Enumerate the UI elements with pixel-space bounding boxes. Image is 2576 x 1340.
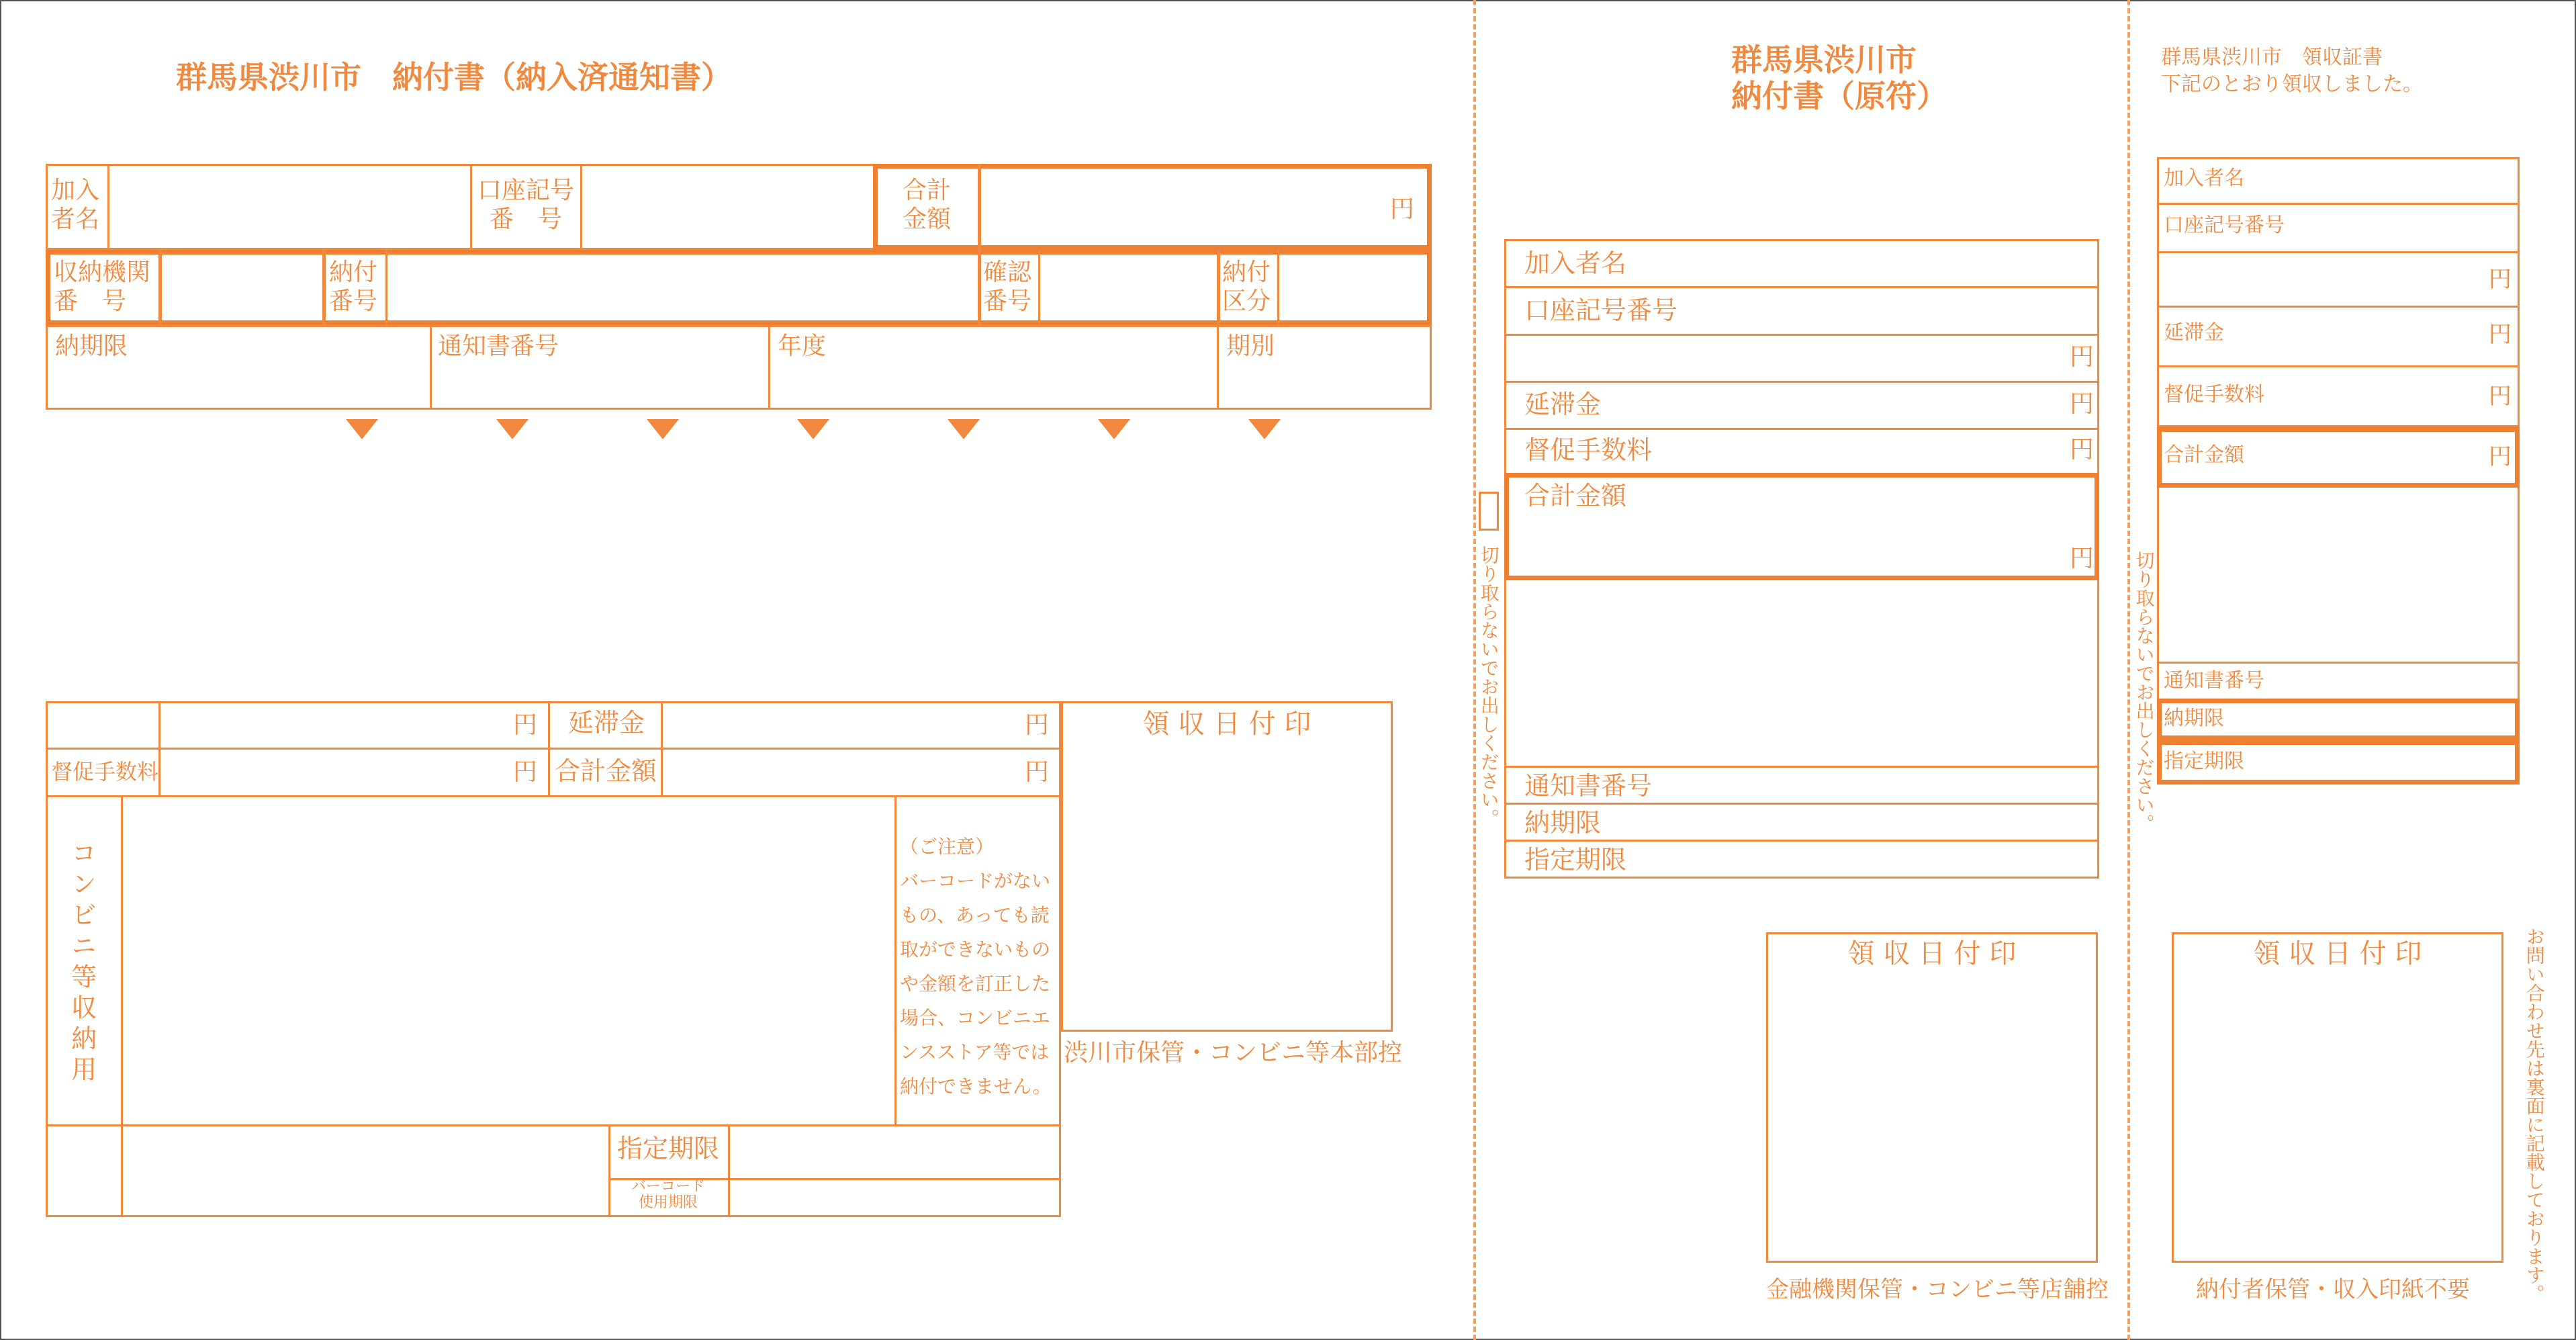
left-keeper-label: 渋川市保管・コンビニ等本部控	[1064, 1039, 1403, 1067]
triangle-marker-icon	[948, 419, 980, 439]
right-stamp-label: 領 収 日 付 印	[2253, 938, 2422, 969]
gokei-kingaku-label-2: 合計金額	[555, 756, 657, 786]
right-gokei-yen: 円	[2489, 443, 2512, 470]
row-3-box	[46, 325, 1432, 410]
right-kanyusha-label: 加入者名	[2164, 167, 2244, 190]
nofu-bango-field[interactable]	[389, 255, 975, 320]
convenience-vertical-label: コンビニ等収納用	[66, 840, 97, 1087]
triangle-marker-icon	[647, 419, 679, 439]
right-entaikin-label: 延滞金	[2164, 321, 2224, 345]
shuno-kikan-label: 収納機関 番 号	[54, 259, 151, 316]
triangle-marker-icon	[1248, 419, 1281, 439]
left-stamp-box	[1061, 701, 1393, 1032]
middle-entaikin-yen: 円	[2070, 390, 2095, 418]
right-tsuchisho-label: 通知書番号	[2164, 669, 2264, 693]
middle-keeper-label: 金融機関保管・コンビニ等店舗控	[1766, 1276, 2109, 1303]
middle-stamp-label: 領 収 日 付 印	[1847, 938, 2017, 969]
shuno-kikan-field[interactable]	[163, 255, 320, 320]
middle-cut-warning: 切り取らないでお出しください。	[1477, 545, 1500, 828]
barcode-kigen-label: バーコード 使用期限	[631, 1178, 705, 1212]
nofu-kubun-field[interactable]	[1281, 255, 1426, 320]
middle-nokigen-label: 納期限	[1524, 808, 1602, 838]
triangle-marker-icon	[1098, 419, 1130, 439]
right-koza-label: 口座記号番号	[2164, 214, 2285, 237]
shitei-kigen-field[interactable]	[731, 1127, 1058, 1175]
nofu-kubun-label: 納付 区分	[1222, 259, 1271, 316]
tokusoku-label: 督促手数料	[51, 759, 159, 785]
middle-tokusoku-yen: 円	[2070, 436, 2095, 463]
right-inquiry-note: お問い合わせ先は裏面に記載しております。	[2523, 927, 2546, 1303]
middle-gokei-yen: 円	[2070, 545, 2095, 572]
nendo-label: 年度	[778, 332, 827, 360]
middle-entaikin-label: 延滞金	[1524, 390, 1602, 419]
shitei-kigen-label: 指定期限	[616, 1134, 719, 1163]
right-stamp-box	[2172, 932, 2503, 1263]
left-title: 群馬県渋川市 納付書（納入済通知書）	[176, 59, 732, 95]
middle-amount-yen: 円	[2070, 343, 2095, 371]
right-gokei-label: 合計金額	[2164, 443, 2244, 467]
middle-cut-mark	[1479, 492, 1499, 531]
amount-yen-1: 円	[513, 711, 538, 739]
tsuchisho-bango-label: 通知書番号	[438, 332, 559, 360]
right-subtitle: 下記のとおり領収しました。	[2161, 73, 2423, 96]
barcode-area	[125, 799, 890, 1122]
entaikin-label: 延滞金	[568, 708, 645, 738]
entaikin-yen: 円	[1025, 711, 1050, 739]
kibetsu-label: 期別	[1226, 332, 1275, 360]
triangle-marker-icon	[496, 419, 528, 439]
kanyusha-mei-label: 加入 者名	[51, 177, 100, 234]
kanyusha-mei-field[interactable]	[107, 166, 469, 248]
nofu-bango-label: 納付 番号	[329, 259, 378, 316]
perforation-line-left	[1473, 0, 1476, 1340]
gokei-kingaku-field[interactable]	[982, 169, 1398, 245]
right-nokigen-label: 納期限	[2164, 707, 2224, 730]
middle-tsuchisho-label: 通知書番号	[1524, 771, 1653, 801]
triangle-marker-icon	[346, 419, 378, 439]
notice-text: （ご注意） バーコードがない もの、あっても読 取ができないもの や金額を訂正した 場合、コンビニエ ンスストア等では 納付できません。	[900, 836, 1052, 1098]
koza-kigo-field[interactable]	[580, 166, 873, 248]
right-amount-yen: 円	[2489, 266, 2512, 293]
right-keeper-label: 納付者保管・収入印紙不要	[2196, 1276, 2470, 1303]
middle-tokusoku-label: 督促手数料	[1524, 435, 1653, 465]
gokei-kingaku-label: 合計 金額	[902, 177, 951, 234]
middle-koza-label: 口座記号番号	[1524, 296, 1678, 325]
nokigen-label: 納期限	[55, 332, 128, 360]
triangle-marker-icon	[797, 419, 829, 439]
right-entaikin-yen: 円	[2489, 321, 2512, 348]
right-cut-warning: 切り取らないでお出しください。	[2133, 551, 2156, 833]
kakunin-bango-label: 確認 番号	[983, 259, 1032, 316]
right-tokusoku-label: 督促手数料	[2164, 383, 2264, 406]
middle-title: 群馬県渋川市 納付書（原符）	[1731, 42, 1947, 115]
right-shitei-label: 指定期限	[2164, 750, 2244, 773]
right-title: 群馬県渋川市 領収証書	[2161, 46, 2383, 69]
koza-kigo-label: 口座記号 番 号	[477, 177, 574, 234]
gokei-yen-label: 円	[1390, 195, 1415, 223]
right-tokusoku-yen: 円	[2489, 383, 2512, 410]
middle-kanyusha-label: 加入者名	[1524, 249, 1627, 278]
perforation-line-right	[2127, 0, 2130, 1340]
gokei-yen-2: 円	[1025, 758, 1050, 786]
left-stamp-label: 領 収 日 付 印	[1142, 709, 1312, 740]
middle-stamp-box	[1766, 932, 2098, 1263]
middle-shitei-label: 指定期限	[1524, 845, 1627, 875]
middle-gokei-label: 合計金額	[1524, 481, 1627, 510]
kakunin-bango-field[interactable]	[1042, 255, 1214, 320]
tokusoku-yen: 円	[513, 758, 538, 786]
